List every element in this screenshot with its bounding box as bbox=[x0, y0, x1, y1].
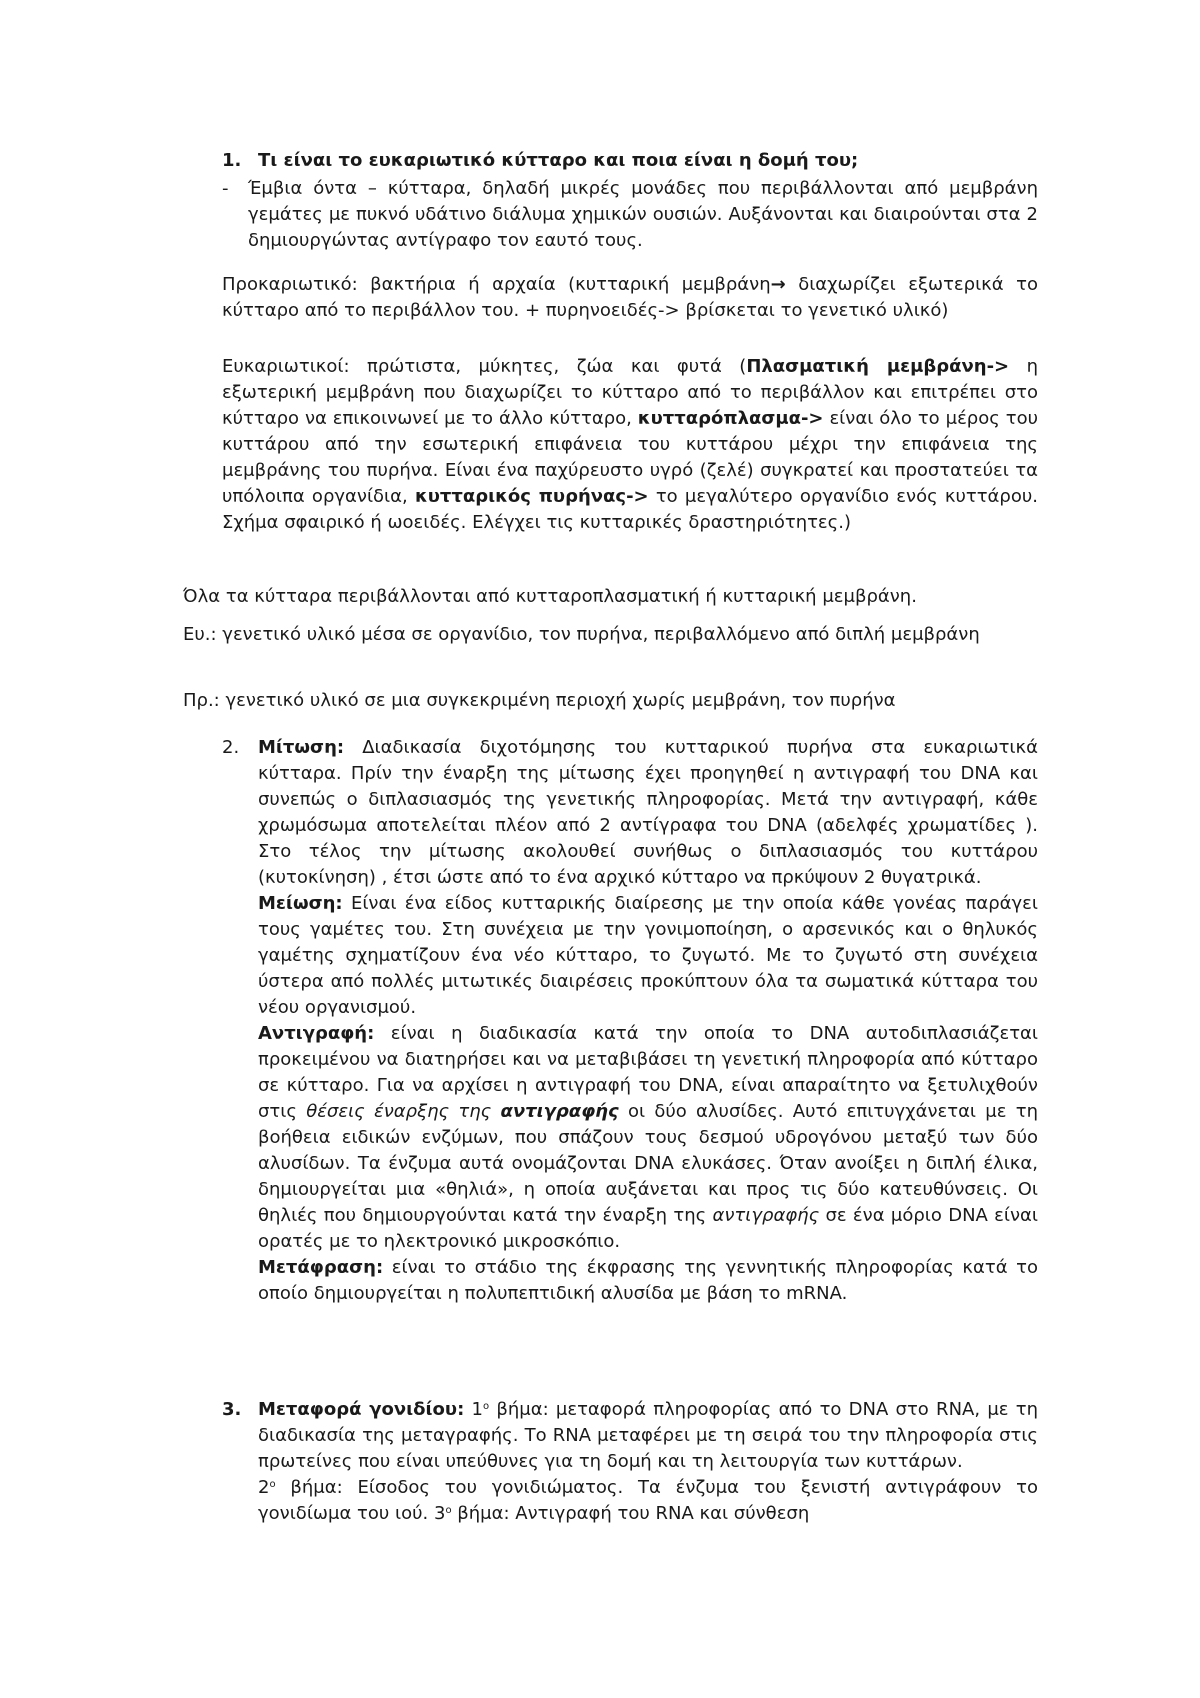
all-cells-statement: Όλα τα κύτταρα περιβάλλονται από κυτταροπλασματική ή κυτταρική μεμβράνη. bbox=[183, 586, 917, 607]
gene-transfer-step-2: $2^o$ βήμα: Είσοδος του γονιδιώματος. Τα ένζυμα του ξενιστή αντιγράφουν το γονιδίωμα του ιού. $3^o$ βήμα: Αντιγραφή του RNA και σύνθεση bbox=[258, 1477, 1038, 1524]
question-1-number: 1. bbox=[222, 150, 242, 171]
question-1-heading: Τι είναι το ευκαριωτικό κύτταρο και ποια είναι η δομή του; bbox=[258, 150, 859, 171]
eukaryote-genetic-material: Ευ.: γενετικό υλικό μέσα σε οργανίδιο, τον πυρήνα, περιβαλλόμενο από διπλή μεμβράνη bbox=[183, 624, 980, 645]
plasma-membrane-term: Πλασματική μεμβράνη-> bbox=[746, 356, 1010, 377]
question-3-number: 3. bbox=[222, 1399, 242, 1420]
question-2-body bbox=[258, 735, 1038, 1307]
question-3-body bbox=[258, 1397, 1038, 1527]
translation-label: Μετάφραση: bbox=[258, 1257, 384, 1278]
gene-transfer-step-1: Μεταφορά γονιδίου: $1^o$ βήμα: μεταφορά πληροφορίας από το DNA στο RNA, με τη διαδικασία της μεταγραφής. Το RNA μεταφέρει με τη σειρά του την πληροφορία στις πρωτείνες που είναι υπεύθυνες για τη δομή και τη λειτουργία των κυττάρων. bbox=[258, 1399, 1038, 1472]
meiosis-label: Μείωση: bbox=[258, 893, 343, 914]
mitosis-paragraph: Μίτωση: Διαδικασία διχοτόμησης του κυτταρικού πυρήνα στα ευκαριωτικά κύτταρα. Πρίν την έναρξη της μίτωσης έχει προηγηθεί η αντιγραφή του DNA και συνεπώς ο διπλασιασμός της γενετικής πληροφορίας. Μετά την αντιγραφή, κάθε χρωμόσωμα αποτελείται πλέον από 2 αντίγραφα του DNA (αδελφές χρωματίδες ). Στο τέλος την μίτωσης ακολουθεί συνήθως ο διπλασιασμός του κυττάρου (κυτοκίνηση) , έτσι ώστε από το ένα αρχικό κύτταρο να πρκύψουν 2 θυγατρικά. bbox=[258, 737, 1038, 888]
mitosis-label: Μίτωση: bbox=[258, 737, 345, 758]
arrow-icon: → bbox=[770, 274, 786, 295]
prokaryote-genetic-material: Πρ.: γενετικό υλικό σε μια συγκεκριμένη περιοχή χωρίς μεμβράνη, τον πυρήνα bbox=[183, 690, 896, 711]
bullet-dash: - bbox=[222, 178, 229, 199]
meiosis-paragraph: Μείωση: Είναι ένα είδος κυτταρικής διαίρεσης με την οποία κάθε γονέας παράγει τους γαμέτες του. Στη συνέχεια με την γονιμοποίηση, ο αρσενικός και ο θηλυκός γαμέτης σχηματίζουν ένα νέο κύτταρο, το ζυγωτό. Με το ζυγωτό στη συνέχεια ύστερα από πολλές μιτωτικές διαιρέσεις προκύπτουν όλα τα σωματικά κύτταρα του νέου οργανισμού. bbox=[258, 893, 1038, 1018]
gene-transfer-label: Μεταφορά γονιδίου: bbox=[258, 1399, 465, 1420]
eukaryotic-paragraph: Ευκαριωτικοί: πρώτιστα, μύκητες, ζώα και φυτά (Πλασματική μεμβράνη-> η εξωτερική μεμβράνη που διαχωρίζει το κύτταρο από το περιβάλλον και επιτρέπει στο κύτταρο να επικοινωνεί με το άλλο κύτταρο, κυτταρόπλασμα-> είναι όλο το μέρος του κυττάρου από την εσωτερική επιφάνεια του κυττάρου μέχρι την επιφάνεια της μεμβράνης του πυρήνα. Είναι ένα παχύρευστο υγρό (ζελέ) συγκρατεί και προστατεύει τα υπόλοιπα οργανίδια, κυτταρικός πυρήνας-> το μεγαλύτερο οργανίδιο ενός κυττάρου. Σχήμα σφαιρικό ή ωοειδές. Ελέγχει τις κυτταρικές δραστηριότητες.) bbox=[222, 356, 1039, 533]
translation-paragraph: Μετάφραση: είναι το στάδιο της έκφρασης της γεννητικής πληροφορίας κατά το οποίο δημιουργείται η πολυπεπτιδική αλυσίδα με βάση το mRNA. bbox=[258, 1257, 1038, 1304]
cell-nucleus-term: κυτταρικός πυρήνας-> bbox=[414, 486, 649, 507]
prokaryotic-paragraph: Προκαριωτικό: βακτήρια ή αρχαία (κυτταρική μεμβράνη→ διαχωρίζει εξωτερικά το κύτταρο από το περιβάλλον του. + πυρηνοειδές-> βρίσκεται το γενετικό υλικό) bbox=[222, 274, 1038, 321]
living-beings-paragraph: Έμβια όντα – κύτταρα, δηλαδή μικρές μονάδες που περιβάλλονται από μεμβράνη γεμάτες με πυκνό υδάτινο διάλυμα χημικών ουσιών. Αυξάνονται και διαιρούνται στα 2 δημιουργώντας αντίγραφο τον εαυτό τους. bbox=[248, 178, 1038, 251]
replication-label: Αντιγραφή: bbox=[258, 1023, 375, 1044]
cytoplasm-term: κυτταρόπλασμα-> bbox=[637, 408, 824, 429]
replication-paragraph: Αντιγραφή: είναι η διαδικασία κατά την οποία το DNA αυτοδιπλασιάζεται προκειμένου να διατηρήσει και να μεταβιβάσει τη γενετική πληροφορία από κύτταρο σε κύτταρο. Για να αρχίσει η αντιγραφή του DNA, είναι απαραίτητο να ξετυλιχθούν στις θέσεις έναρξης της αντιγραφής οι δύο αλυσίδες. Αυτό επιτυγχάνεται με τη βοήθεια ειδικών ενζύμων, που σπάζουν τους δεσμού υδρογόνου μεταξύ των δύο αλυσίδων. Τα ένζυμα αυτά ονομάζονται DNA ελυκάσες. Όταν ανοίξει η διπλή έλικα, δημιουργείται μια «θηλιά», η οποία αυξάνεται και προς τις δύο κατευθύνσεις. Οι θηλιές που δημιουργούνται κατά την έναρξη της αντιγραφής σε ένα μόριο DNA είναι ορατές με το ηλεκτρονικό μικροσκόπιο. bbox=[258, 1023, 1039, 1252]
question-2-number: 2. bbox=[222, 737, 240, 758]
